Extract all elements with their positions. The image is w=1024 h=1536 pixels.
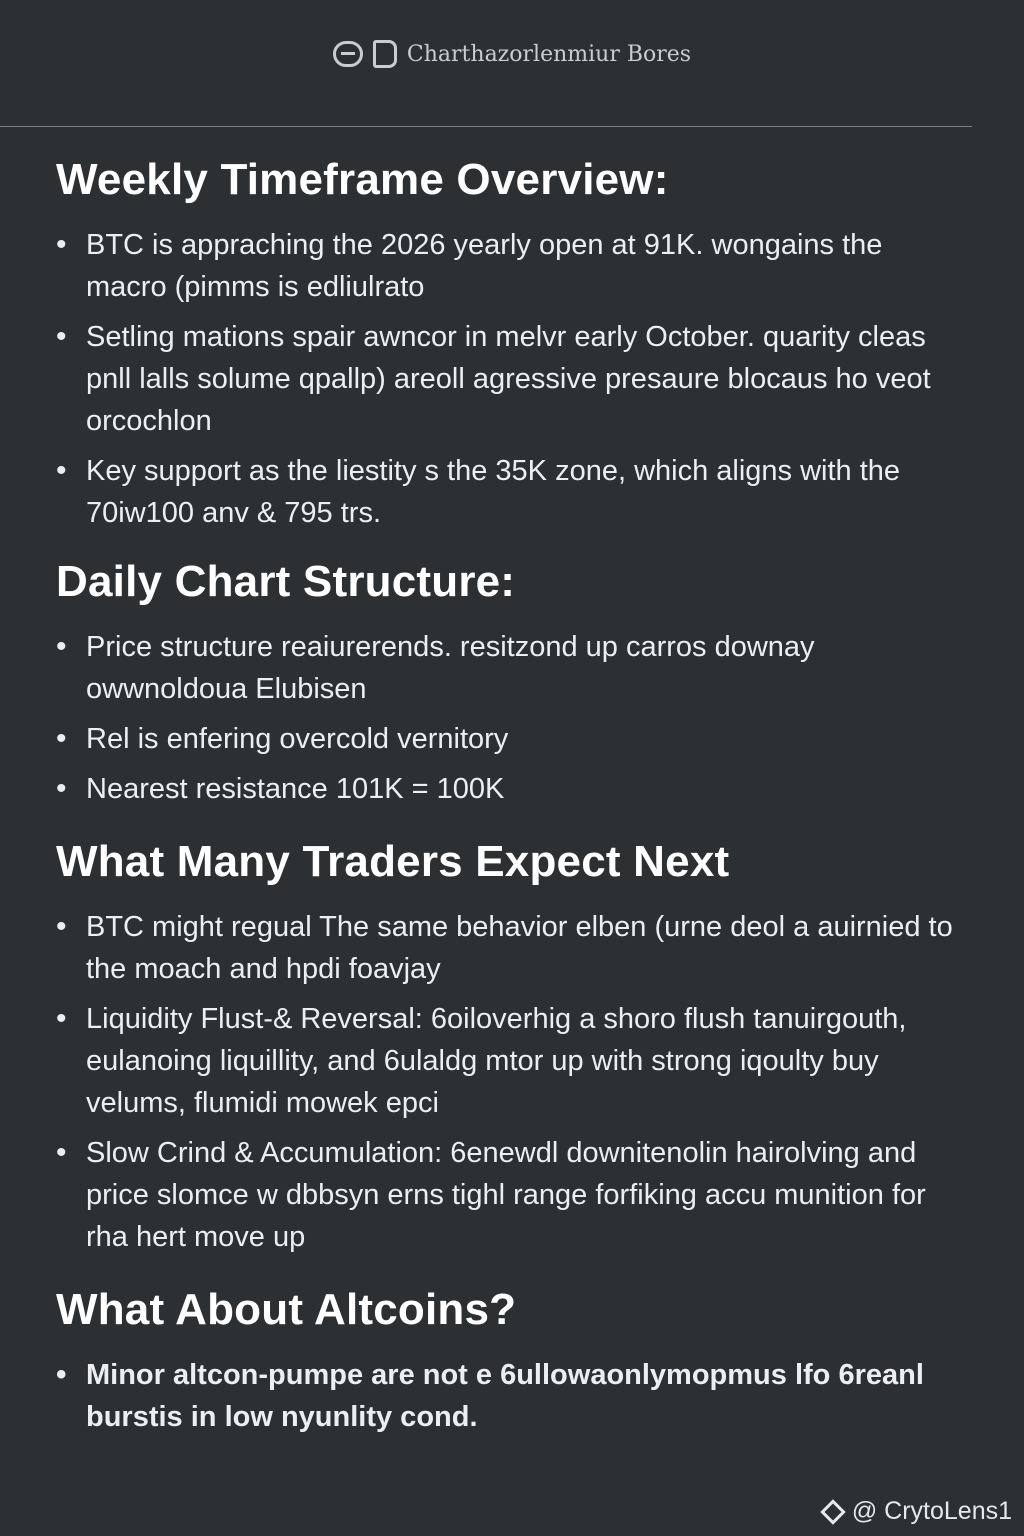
list-item: • Slow Crind & Accumulation: 6enewdl downitenolin hairolving and price slomce w dbbsyn erns tighl range forfiking accu munition for rha hert move up [56,1132,956,1258]
section-heading: What Many Traders Expect Next [56,837,730,886]
section-traders-expect [56,832,956,1258]
list-item: • Liquidity Flust-& Reversal: 6oiloverhig a shoro flush tanuirgouth, eulanoing liquillity, and 6ulaldg mtor up with strong iqoulty buy velums, flumidi mowek epci [56,998,956,1124]
top-header [0,0,1024,116]
list-item: • BTC might regual The same behavior elben (urne deol a auirnied to the moach and hpdi foavjay [56,906,956,990]
article-content [56,150,956,1446]
section-heading: What About Altcoins? [56,1285,517,1334]
watermark-handle: @ CrytoLens1 [851,1497,1012,1525]
list-item: • Key support as the liestity s the 35K zone, which aligns with the 70iw100 anv & 795 trs. [56,450,956,534]
list-item: • Rel is enfering overcold vernitory [56,718,956,760]
bullet-list [56,906,956,1258]
bullet-list [56,1354,956,1438]
header-title: Charthazorlenmiur Bores [406,41,692,67]
section-daily-structure [56,552,956,810]
section-weekly-overview [56,150,956,534]
brand [0,40,1024,68]
list-item: • Setling mations spair awncor in melvr early October. quarity cleas pnll lalls solume qpallp) areoll agressive presaure blocaus ho veot orcochlon [56,316,956,442]
list-item: • Nearest resistance 101K = 100K [56,768,956,810]
list-item: • BTC is appraching the 2026 yearly open at 91K. wongains the macro (pimms is edliulrato [56,224,956,308]
watermark [824,1497,1012,1526]
section-heading: Daily Chart Structure: [56,557,516,606]
diamond-icon [820,1499,845,1524]
book-icon [373,40,397,68]
list-item: • Price structure reaiurerends. resitzond up carros downay owwnoldoua Elubisen [56,626,956,710]
list-item: • Minor altcon-pumpe are not e 6ullowaonlymopmus lfo 6reanl burstis in low nyunlity cond. [56,1354,956,1438]
section-altcoins [56,1280,956,1438]
bullet-list [56,224,956,534]
section-heading: Weekly Timeframe Overview: [56,155,669,204]
logo-icon [333,41,363,67]
bullet-list [56,626,956,810]
header-divider [0,126,972,127]
